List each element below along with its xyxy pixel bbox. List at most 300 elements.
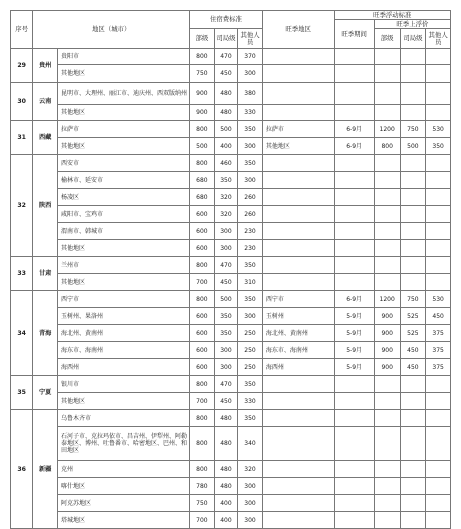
other-rate-cell: 300 <box>238 308 263 325</box>
table-row <box>11 83 451 105</box>
minister-rate-cell: 600 <box>190 325 215 342</box>
empty-cell <box>374 240 400 257</box>
other-rate-cell: 230 <box>238 240 263 257</box>
area-cell: 贵阳市 <box>58 49 190 65</box>
peak-bureau-cell: 500 <box>400 138 426 155</box>
empty-cell <box>426 49 451 65</box>
empty-cell <box>400 105 426 121</box>
seq-cell: 29 <box>11 49 33 83</box>
bureau-rate-cell: 320 <box>214 206 238 223</box>
empty-cell <box>400 393 426 410</box>
empty-cell <box>374 189 400 206</box>
area-cell: 其他地区 <box>58 138 190 155</box>
peak-other-cell: 375 <box>426 342 451 359</box>
empty-cell <box>334 83 374 105</box>
empty-cell <box>374 172 400 189</box>
minister-rate-cell: 600 <box>190 240 215 257</box>
seq-cell: 34 <box>11 291 33 376</box>
other-rate-cell: 350 <box>238 121 263 138</box>
peak-area-cell: 西宁市 <box>262 291 334 308</box>
area-cell: 拉萨市 <box>58 121 190 138</box>
empty-cell <box>374 257 400 274</box>
bureau-rate-cell: 480 <box>214 410 238 427</box>
minister-rate-cell: 600 <box>190 359 215 376</box>
province-cell: 甘肃 <box>33 257 58 291</box>
empty-cell <box>400 376 426 393</box>
empty-cell <box>262 223 334 240</box>
empty-cell <box>334 410 374 427</box>
empty-cell <box>426 461 451 478</box>
bureau-rate-cell: 480 <box>214 461 238 478</box>
seq-cell: 36 <box>11 410 33 529</box>
header-peak-bureau: 司局级 <box>400 29 426 49</box>
seq-cell: 35 <box>11 376 33 410</box>
empty-cell <box>334 105 374 121</box>
peak-period-cell: 6-9月 <box>334 121 374 138</box>
empty-cell <box>262 495 334 512</box>
peak-bureau-cell: 750 <box>400 291 426 308</box>
table-row <box>11 172 451 189</box>
empty-cell <box>426 172 451 189</box>
empty-cell <box>262 393 334 410</box>
bureau-rate-cell: 480 <box>214 105 238 121</box>
empty-cell <box>426 155 451 172</box>
bureau-rate-cell: 500 <box>214 121 238 138</box>
table-row <box>11 410 451 427</box>
minister-rate-cell: 800 <box>190 410 215 427</box>
seq-cell: 33 <box>11 257 33 291</box>
other-rate-cell: 350 <box>238 155 263 172</box>
empty-cell <box>400 83 426 105</box>
table-row <box>11 478 451 495</box>
empty-cell <box>400 512 426 529</box>
peak-minister-cell: 800 <box>374 138 400 155</box>
area-cell: 其他地区 <box>58 393 190 410</box>
province-cell: 贵州 <box>33 49 58 83</box>
empty-cell <box>400 65 426 83</box>
empty-cell <box>400 240 426 257</box>
empty-cell <box>334 240 374 257</box>
empty-cell <box>374 427 400 461</box>
bureau-rate-cell: 350 <box>214 172 238 189</box>
table-row <box>11 393 451 410</box>
empty-cell <box>262 274 334 291</box>
seq-cell: 32 <box>11 155 33 257</box>
peak-minister-cell: 900 <box>374 308 400 325</box>
bureau-rate-cell: 450 <box>214 65 238 83</box>
other-rate-cell: 330 <box>238 105 263 121</box>
bureau-rate-cell: 350 <box>214 325 238 342</box>
other-rate-cell: 350 <box>238 257 263 274</box>
area-cell: 阿克苏地区 <box>58 495 190 512</box>
peak-period-cell: 5-9月 <box>334 359 374 376</box>
table-row <box>11 240 451 257</box>
area-cell: 杨凌区 <box>58 189 190 206</box>
minister-rate-cell: 700 <box>190 512 215 529</box>
area-cell: 其他地区 <box>58 105 190 121</box>
area-cell: 渭南市、韩城市 <box>58 223 190 240</box>
empty-cell <box>400 223 426 240</box>
area-cell: 塔城地区 <box>58 512 190 529</box>
minister-rate-cell: 800 <box>190 49 215 65</box>
peak-other-cell: 530 <box>426 121 451 138</box>
empty-cell <box>262 478 334 495</box>
empty-cell <box>334 427 374 461</box>
seq-cell: 31 <box>11 121 33 155</box>
empty-cell <box>374 512 400 529</box>
other-rate-cell: 320 <box>238 461 263 478</box>
empty-cell <box>426 478 451 495</box>
table-row <box>11 274 451 291</box>
minister-rate-cell: 800 <box>190 155 215 172</box>
peak-area-cell: 拉萨市 <box>262 121 334 138</box>
empty-cell <box>262 427 334 461</box>
peak-bureau-cell: 525 <box>400 325 426 342</box>
header-peak-minister: 部级 <box>374 29 400 49</box>
area-cell: 银川市 <box>58 376 190 393</box>
table-body <box>11 49 451 529</box>
minister-rate-cell: 750 <box>190 65 215 83</box>
minister-rate-cell: 800 <box>190 461 215 478</box>
empty-cell <box>262 49 334 65</box>
minister-rate-cell: 800 <box>190 291 215 308</box>
other-rate-cell: 330 <box>238 393 263 410</box>
minister-rate-cell: 600 <box>190 206 215 223</box>
bureau-rate-cell: 500 <box>214 291 238 308</box>
table-row <box>11 138 451 155</box>
table-row <box>11 105 451 121</box>
header-peak-period: 旺季期间 <box>334 20 374 49</box>
bureau-rate-cell: 450 <box>214 393 238 410</box>
peak-other-cell: 375 <box>426 325 451 342</box>
empty-cell <box>334 461 374 478</box>
table-row <box>11 206 451 223</box>
minister-rate-cell: 600 <box>190 342 215 359</box>
empty-cell <box>374 478 400 495</box>
table-row <box>11 121 451 138</box>
empty-cell <box>334 155 374 172</box>
peak-minister-cell: 1200 <box>374 291 400 308</box>
table-row <box>11 308 451 325</box>
empty-cell <box>262 257 334 274</box>
bureau-rate-cell: 400 <box>214 495 238 512</box>
peak-other-cell: 530 <box>426 291 451 308</box>
empty-cell <box>374 155 400 172</box>
header-seq: 序号 <box>11 11 33 49</box>
bureau-rate-cell: 480 <box>214 427 238 461</box>
empty-cell <box>400 274 426 291</box>
other-rate-cell: 250 <box>238 342 263 359</box>
peak-bureau-cell: 525 <box>400 308 426 325</box>
minister-rate-cell: 780 <box>190 478 215 495</box>
bureau-rate-cell: 320 <box>214 189 238 206</box>
empty-cell <box>426 65 451 83</box>
empty-cell <box>374 49 400 65</box>
seq-cell: 30 <box>11 83 33 121</box>
peak-period-cell: 5-9月 <box>334 308 374 325</box>
bureau-rate-cell: 450 <box>214 274 238 291</box>
minister-rate-cell: 600 <box>190 223 215 240</box>
other-rate-cell: 250 <box>238 325 263 342</box>
bureau-rate-cell: 470 <box>214 257 238 274</box>
area-cell: 玉树州、果洛州 <box>58 308 190 325</box>
area-cell: 喀什地区 <box>58 478 190 495</box>
header-peak-other: 其他人员 <box>426 29 451 49</box>
peak-area-cell: 海北州、黄南州 <box>262 325 334 342</box>
table-row <box>11 155 451 172</box>
bureau-rate-cell: 300 <box>214 240 238 257</box>
other-rate-cell: 340 <box>238 427 263 461</box>
empty-cell <box>426 427 451 461</box>
empty-cell <box>374 65 400 83</box>
bureau-rate-cell: 470 <box>214 49 238 65</box>
empty-cell <box>400 478 426 495</box>
empty-cell <box>374 410 400 427</box>
bureau-rate-cell: 300 <box>214 223 238 240</box>
table-row <box>11 257 451 274</box>
empty-cell <box>374 495 400 512</box>
peak-other-cell: 375 <box>426 359 451 376</box>
empty-cell <box>400 495 426 512</box>
other-rate-cell: 230 <box>238 223 263 240</box>
empty-cell <box>400 427 426 461</box>
other-rate-cell: 300 <box>238 478 263 495</box>
area-cell: 海北州、黄南州 <box>58 325 190 342</box>
header-bureau: 司局级 <box>214 29 238 49</box>
peak-other-cell: 450 <box>426 308 451 325</box>
empty-cell <box>334 274 374 291</box>
empty-cell <box>400 155 426 172</box>
area-cell: 其他地区 <box>58 274 190 291</box>
empty-cell <box>400 461 426 478</box>
area-cell: 咸阳市、宝鸡市 <box>58 206 190 223</box>
other-rate-cell: 300 <box>238 512 263 529</box>
empty-cell <box>426 223 451 240</box>
table-row <box>11 325 451 342</box>
empty-cell <box>262 172 334 189</box>
empty-cell <box>334 376 374 393</box>
empty-cell <box>426 376 451 393</box>
empty-cell <box>426 206 451 223</box>
header-lodging-standard: 住宿费标准 <box>190 11 263 29</box>
empty-cell <box>426 495 451 512</box>
peak-bureau-cell: 450 <box>400 359 426 376</box>
other-rate-cell: 260 <box>238 206 263 223</box>
table-row <box>11 342 451 359</box>
minister-rate-cell: 680 <box>190 172 215 189</box>
province-cell: 青海 <box>33 291 58 376</box>
table-row <box>11 461 451 478</box>
empty-cell <box>334 257 374 274</box>
province-cell: 宁夏 <box>33 376 58 410</box>
other-rate-cell: 300 <box>238 65 263 83</box>
peak-other-cell: 350 <box>426 138 451 155</box>
empty-cell <box>334 206 374 223</box>
area-cell: 其他地区 <box>58 240 190 257</box>
minister-rate-cell: 900 <box>190 105 215 121</box>
minister-rate-cell: 800 <box>190 427 215 461</box>
table-header <box>11 11 451 49</box>
lodging-standard-table <box>10 10 451 529</box>
header-peak-area: 旺季地区 <box>262 11 334 49</box>
other-rate-cell: 350 <box>238 291 263 308</box>
peak-minister-cell: 900 <box>374 325 400 342</box>
empty-cell <box>334 189 374 206</box>
bureau-rate-cell: 480 <box>214 83 238 105</box>
peak-bureau-cell: 750 <box>400 121 426 138</box>
empty-cell <box>334 495 374 512</box>
empty-cell <box>400 189 426 206</box>
province-cell: 陕西 <box>33 155 58 257</box>
peak-area-cell: 海东市、海南州 <box>262 342 334 359</box>
area-cell: 西宁市 <box>58 291 190 308</box>
area-cell: 榆林市、延安市 <box>58 172 190 189</box>
empty-cell <box>334 512 374 529</box>
province-cell: 新疆 <box>33 410 58 529</box>
minister-rate-cell: 900 <box>190 83 215 105</box>
table-row <box>11 49 451 65</box>
peak-minister-cell: 900 <box>374 359 400 376</box>
empty-cell <box>426 512 451 529</box>
peak-period-cell: 6-9月 <box>334 138 374 155</box>
empty-cell <box>426 240 451 257</box>
empty-cell <box>426 393 451 410</box>
area-cell: 克州 <box>58 461 190 478</box>
header-other: 其他人员 <box>238 29 263 49</box>
table-row <box>11 427 451 461</box>
bureau-rate-cell: 470 <box>214 376 238 393</box>
area-cell: 昆明市、大理州、丽江市、迪庆州、西双版纳州 <box>58 83 190 105</box>
table-row <box>11 376 451 393</box>
empty-cell <box>374 376 400 393</box>
empty-cell <box>334 478 374 495</box>
peak-area-cell: 玉树州 <box>262 308 334 325</box>
minister-rate-cell: 700 <box>190 393 215 410</box>
minister-rate-cell: 800 <box>190 376 215 393</box>
empty-cell <box>374 461 400 478</box>
header-peak-float: 旺季浮动标准 <box>334 11 451 20</box>
minister-rate-cell: 600 <box>190 308 215 325</box>
province-cell: 云南 <box>33 83 58 121</box>
table-row <box>11 65 451 83</box>
empty-cell <box>262 240 334 257</box>
empty-cell <box>334 49 374 65</box>
empty-cell <box>262 206 334 223</box>
empty-cell <box>262 83 334 105</box>
table-row <box>11 291 451 308</box>
peak-area-cell: 其他地区 <box>262 138 334 155</box>
empty-cell <box>262 376 334 393</box>
empty-cell <box>262 512 334 529</box>
peak-area-cell: 海西州 <box>262 359 334 376</box>
empty-cell <box>334 65 374 83</box>
bureau-rate-cell: 400 <box>214 512 238 529</box>
empty-cell <box>426 257 451 274</box>
minister-rate-cell: 500 <box>190 138 215 155</box>
peak-period-cell: 5-9月 <box>334 325 374 342</box>
area-cell: 兰州市 <box>58 257 190 274</box>
empty-cell <box>374 206 400 223</box>
province-cell: 西藏 <box>33 121 58 155</box>
empty-cell <box>400 257 426 274</box>
empty-cell <box>262 410 334 427</box>
empty-cell <box>262 189 334 206</box>
peak-period-cell: 6-9月 <box>334 291 374 308</box>
empty-cell <box>334 223 374 240</box>
minister-rate-cell: 700 <box>190 274 215 291</box>
area-cell: 乌鲁木齐市 <box>58 410 190 427</box>
area-cell: 西安市 <box>58 155 190 172</box>
bureau-rate-cell: 460 <box>214 155 238 172</box>
other-rate-cell: 380 <box>238 83 263 105</box>
empty-cell <box>426 83 451 105</box>
empty-cell <box>426 274 451 291</box>
bureau-rate-cell: 300 <box>214 359 238 376</box>
table-row <box>11 495 451 512</box>
minister-rate-cell: 800 <box>190 257 215 274</box>
empty-cell <box>400 410 426 427</box>
bureau-rate-cell: 300 <box>214 342 238 359</box>
other-rate-cell: 300 <box>238 495 263 512</box>
area-cell: 海东市、海南州 <box>58 342 190 359</box>
other-rate-cell: 310 <box>238 274 263 291</box>
empty-cell <box>426 189 451 206</box>
empty-cell <box>374 105 400 121</box>
minister-rate-cell: 750 <box>190 495 215 512</box>
other-rate-cell: 350 <box>238 410 263 427</box>
empty-cell <box>262 105 334 121</box>
empty-cell <box>262 65 334 83</box>
peak-minister-cell: 900 <box>374 342 400 359</box>
bureau-rate-cell: 480 <box>214 478 238 495</box>
other-rate-cell: 250 <box>238 359 263 376</box>
peak-bureau-cell: 450 <box>400 342 426 359</box>
empty-cell <box>334 172 374 189</box>
empty-cell <box>426 105 451 121</box>
empty-cell <box>262 461 334 478</box>
area-cell: 石河子市、克拉玛依市、昌吉州、伊犁州、阿勒泰地区、博州、吐鲁番市、哈密地区、巴州、和田地区 <box>58 427 190 461</box>
area-cell: 海西州 <box>58 359 190 376</box>
table-row <box>11 359 451 376</box>
empty-cell <box>400 172 426 189</box>
bureau-rate-cell: 400 <box>214 138 238 155</box>
empty-cell <box>374 223 400 240</box>
other-rate-cell: 260 <box>238 189 263 206</box>
other-rate-cell: 370 <box>238 49 263 65</box>
minister-rate-cell: 680 <box>190 189 215 206</box>
header-peak-upper: 旺季上浮价 <box>374 20 450 29</box>
table-row <box>11 189 451 206</box>
empty-cell <box>374 274 400 291</box>
other-rate-cell: 300 <box>238 138 263 155</box>
empty-cell <box>426 410 451 427</box>
area-cell: 其他地区 <box>58 65 190 83</box>
other-rate-cell: 300 <box>238 172 263 189</box>
empty-cell <box>334 393 374 410</box>
empty-cell <box>262 155 334 172</box>
table-row <box>11 223 451 240</box>
header-minister: 部级 <box>190 29 215 49</box>
minister-rate-cell: 800 <box>190 121 215 138</box>
table-row <box>11 512 451 529</box>
empty-cell <box>400 206 426 223</box>
peak-period-cell: 5-9月 <box>334 342 374 359</box>
empty-cell <box>400 49 426 65</box>
bureau-rate-cell: 350 <box>214 308 238 325</box>
peak-minister-cell: 1200 <box>374 121 400 138</box>
other-rate-cell: 350 <box>238 376 263 393</box>
empty-cell <box>374 393 400 410</box>
